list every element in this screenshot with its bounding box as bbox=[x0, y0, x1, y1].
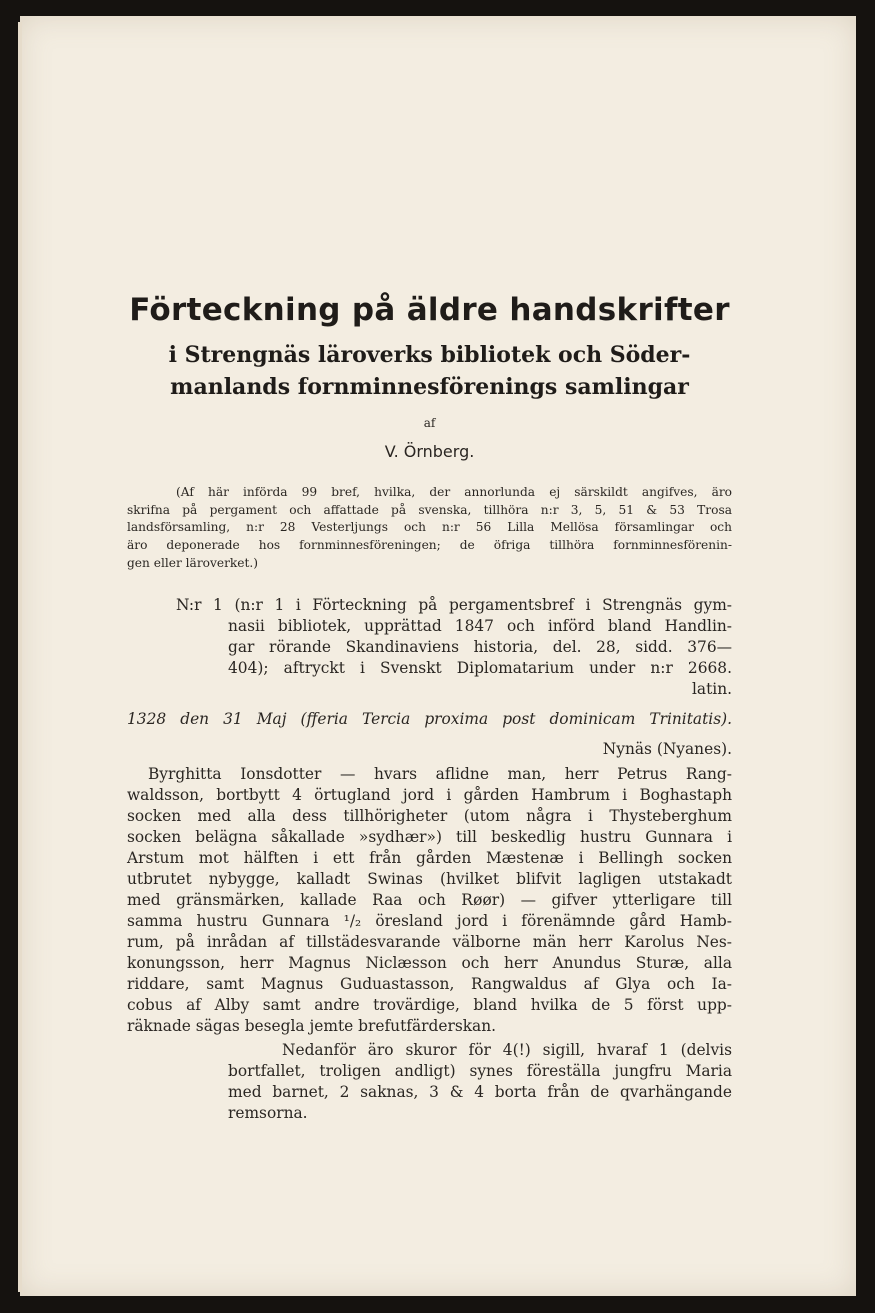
entry-heading-line: nasii bibliotek, upprättad 1847 och införd bland Handlin- bbox=[228, 617, 732, 635]
body-line: Byrghitta Ionsdotter — hvars aflidne man, herr Petrus Rang- bbox=[148, 765, 732, 783]
seal-note-line: remsorna. bbox=[228, 1104, 308, 1122]
body-line: samma hustru Gunnara ¹/₂ öresland jord i förenämnde gård Hamb- bbox=[127, 912, 732, 930]
author-name: V. Örnberg. bbox=[384, 442, 475, 461]
note-line: äro deponerade hos fornminnesföreningen; de öfriga tillhöra fornminnesförenin- bbox=[127, 538, 732, 552]
seal-note-line: med barnet, 2 saknas, 3 & 4 borta från de qvarhängande bbox=[228, 1083, 732, 1101]
body-line: med gränsmärken, kallade Raa och Røør) — gifver ytterligare till bbox=[127, 891, 732, 909]
body-line: socken med alla dess tillhörigheter (utom några i Thysteberghum bbox=[127, 807, 732, 825]
note-line: landsförsamling, n:r 28 Vesterljungs och n:r 56 Lilla Mellösa församlingar och bbox=[127, 520, 732, 534]
language-note: latin. bbox=[691, 680, 732, 698]
entry-heading-line: 404); aftryckt i Svenskt Diplomatarium under n:r 2668. bbox=[228, 659, 732, 677]
note-line: skrifna på pergament och affattade på svenska, tillhöra n:r 3, 5, 51 & 53 Trosa bbox=[127, 503, 732, 517]
body-line: konungsson, herr Magnus Niclæsson och herr Anundus Sturæ, alla bbox=[127, 954, 732, 972]
body-line: Arstum mot hälften i ett från gården Mæstenæ i Bellingh socken bbox=[127, 849, 732, 867]
body-line: räknade sägas besegla jemte brefutfärderskan. bbox=[127, 1017, 497, 1035]
body-line: rum, på inrådan af tillstädesvarande välborne män herr Karolus Nes- bbox=[127, 933, 732, 951]
date-line: 1328 den 31 Maj (fferia Tercia proxima post dominicam Trinitatis). bbox=[127, 710, 732, 728]
body-line: waldsson, bortbytt 4 örtugland jord i gården Hambrum i Boghastaph bbox=[127, 786, 732, 804]
document-title: Förteckning på äldre handskrifter bbox=[129, 292, 730, 328]
body-line: riddare, samt Magnus Guduastasson, Rangwaldus af Glya och Ia- bbox=[127, 975, 732, 993]
note-line: (Af här införda 99 bref, hvilka, der annorlunda ej särskildt angifves, äro bbox=[176, 485, 732, 499]
body-line: socken belägna såkallade »sydhær») till beskedlig hustru Gunnara i bbox=[127, 828, 732, 846]
byline-prefix: af bbox=[423, 416, 436, 430]
entry-heading-line: N:r 1 (n:r 1 i Förteckning på pergamentsbref i Strengnäs gym- bbox=[176, 596, 732, 614]
entry-heading-line: gar rörande Skandinaviens historia, del. 28, sidd. 376— bbox=[228, 638, 732, 656]
seal-note-line: bortfallet, troligen andligt) synes föreställa jungfru Maria bbox=[228, 1062, 732, 1080]
body-line: utbrutet nybygge, kalladt Swinas (hvilket blifvit lagligen utstakadt bbox=[127, 870, 732, 888]
document-subtitle-line-1: i Strengnäs läroverks bibliotek och Söder- bbox=[168, 342, 691, 368]
body-line: cobus af Alby samt andre trovärdige, bland hvilka de 5 först upp- bbox=[127, 996, 732, 1014]
place-line: Nynäs (Nyanes). bbox=[602, 740, 732, 758]
document-subtitle-line-2: manlands fornminnesförenings samlingar bbox=[170, 374, 689, 400]
page-edge bbox=[18, 22, 22, 1292]
seal-note-line: Nedanför äro skuror för 4(!) sigill, hvaraf 1 (delvis bbox=[282, 1041, 732, 1059]
note-line: gen eller läroverket.) bbox=[127, 556, 259, 570]
